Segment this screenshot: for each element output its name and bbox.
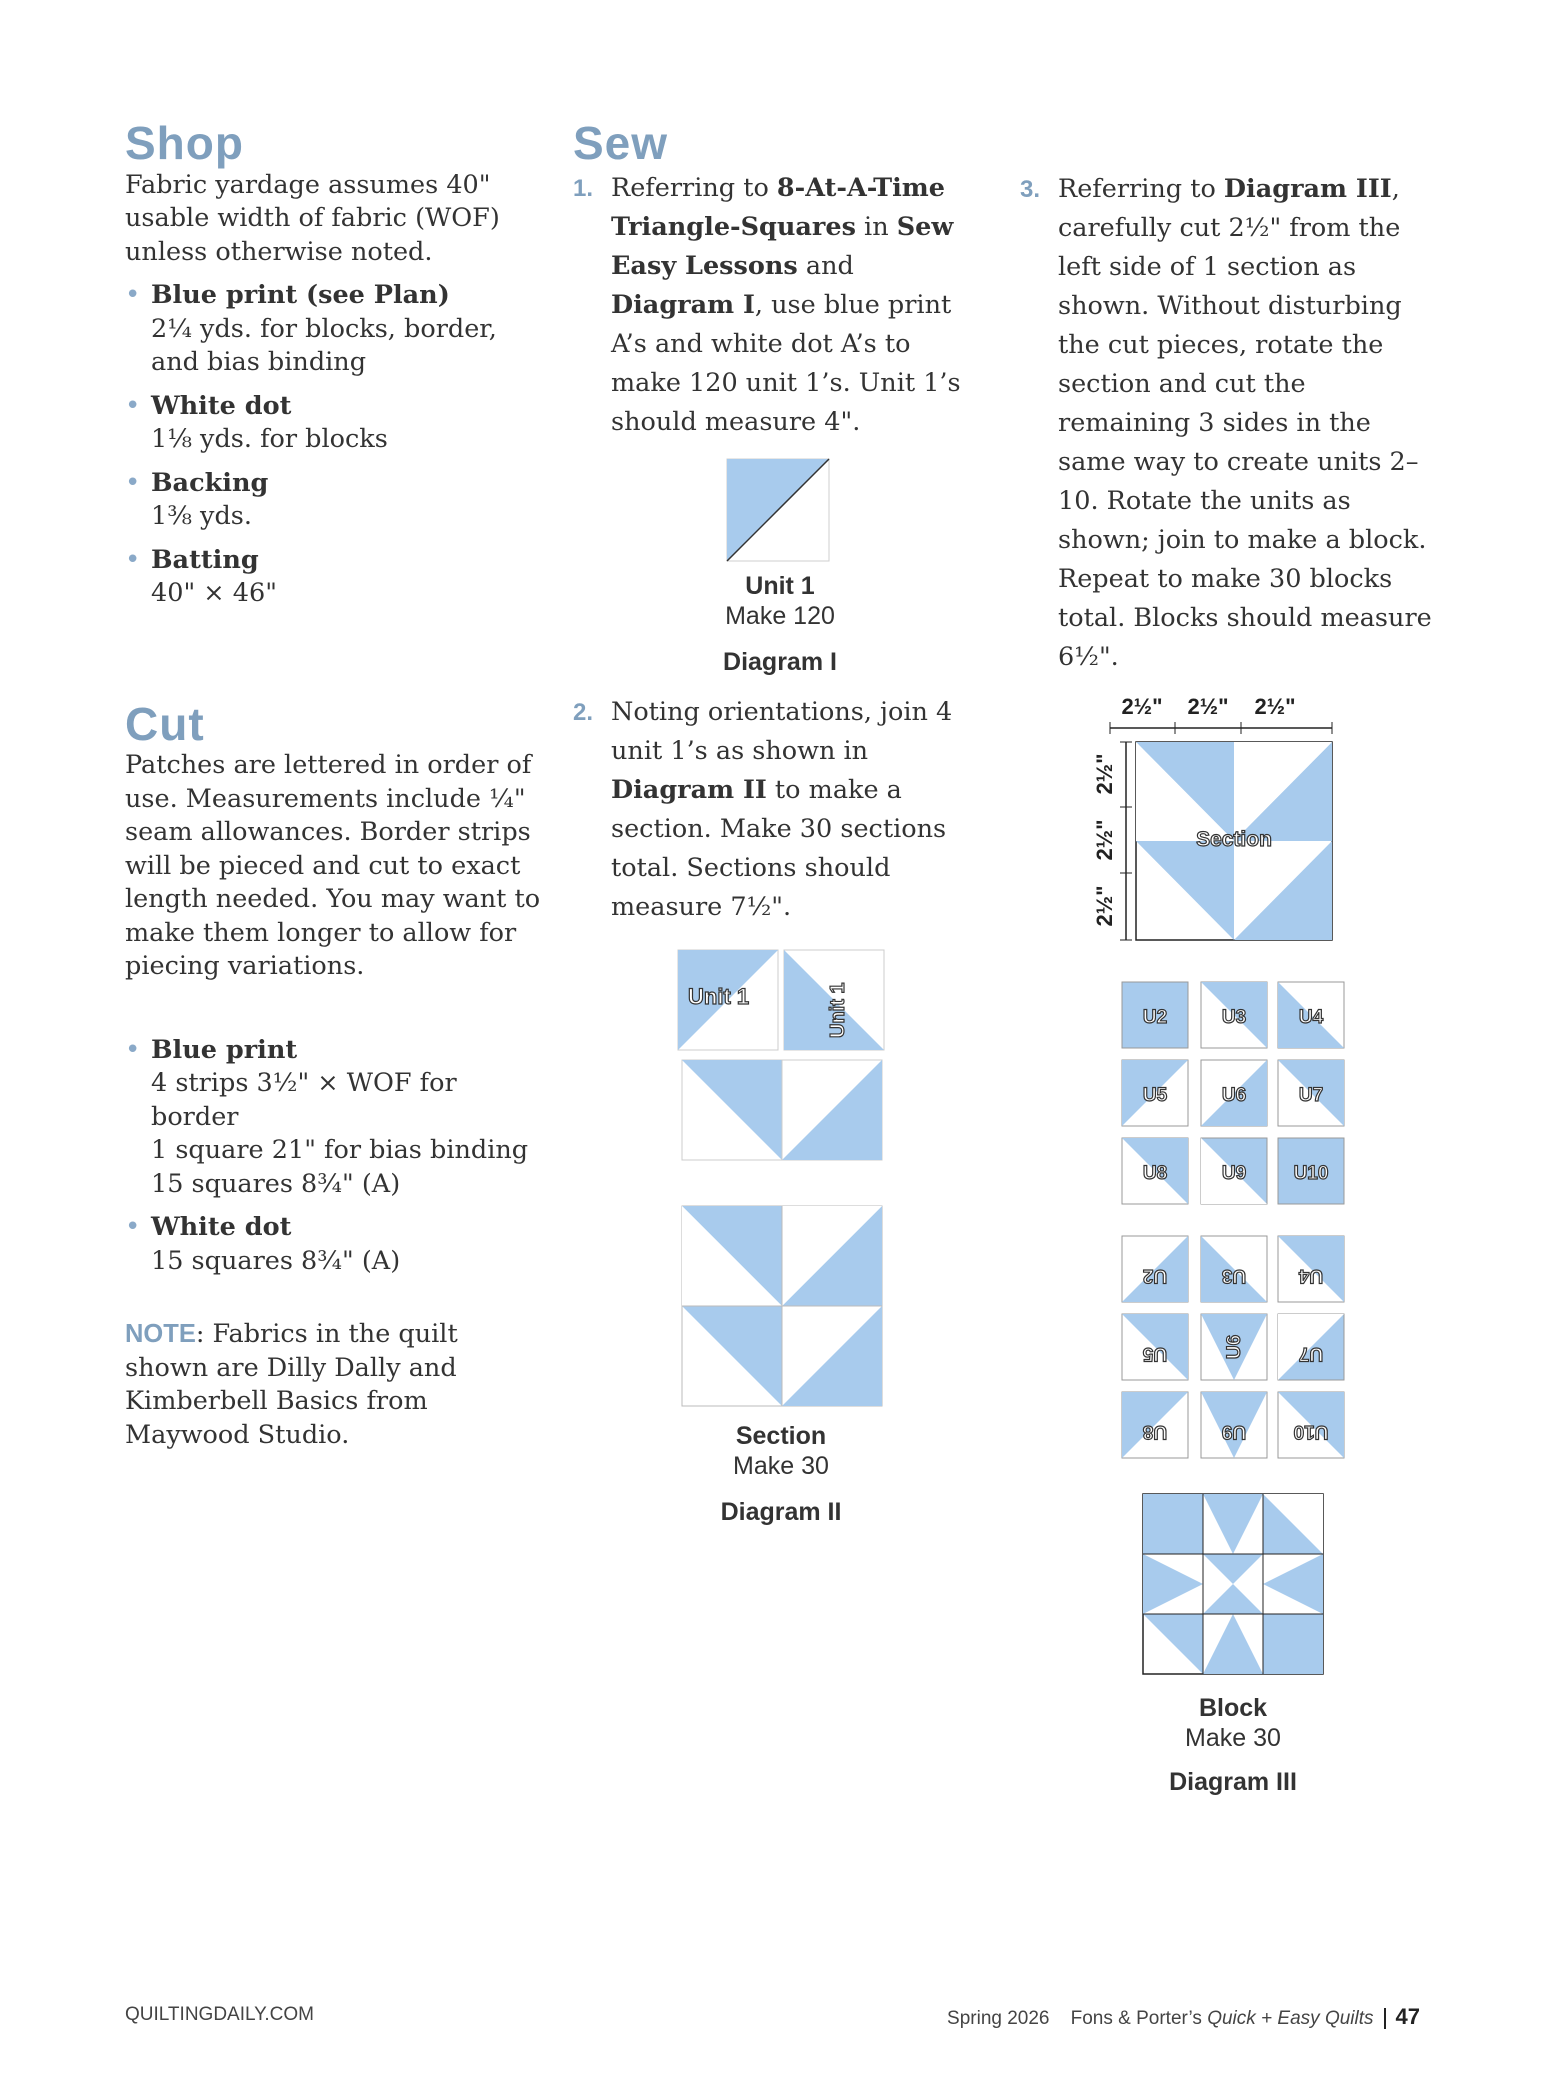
unit-label: U3 (1221, 1007, 1247, 1028)
dim-label: 2½" (1254, 694, 1296, 719)
diagram-1-unit (726, 458, 830, 562)
list-item: • White dot 1⅛ yds. for blocks (125, 390, 545, 457)
unit-label: U2 (1142, 1007, 1168, 1028)
step-1: 1. Referring to 8-At-A-Time Triangle-Squares in Sew Easy Lessons and Diagram I, use blue print A’s and white dot A’s to make 120 unit 1’s. Unit 1’s should measure 4". (573, 172, 961, 437)
finished-block (1143, 1494, 1323, 1674)
unit-label: U7 (1298, 1343, 1324, 1364)
right-column (1020, 170, 1440, 677)
dim-label: 2½" (1121, 694, 1163, 719)
tile-label: Unit 1 (827, 982, 849, 1038)
unit-label: U3 (1221, 1265, 1247, 1286)
unit-label: U9 (1221, 1421, 1247, 1442)
list-item: • Blue print 4 strips 3½" × WOF for border 1 square 21" for bias binding 15 squares 8¾" (A) (125, 1034, 545, 1202)
shop-heading: Shop (125, 117, 244, 169)
dim-label: 2½" (1092, 819, 1117, 861)
unit-label: U8 (1142, 1421, 1168, 1442)
unit-label: U10 (1293, 1163, 1329, 1184)
diagram-2-caption: Section Make 30 (733, 1422, 829, 1480)
dim-label: 2½" (1092, 753, 1117, 795)
step-3: 3. Referring to Diagram III, carefully cut 2½" from the left side of 1 section as shown. Without disturbing the cut pieces, rotate the section and cut the remaining 3 sides in the same way to create units 2–10. Rotate the units as shown; join to make a block. Repeat to make 30 blocks total. Blocks should measure 6½". (1020, 174, 1432, 672)
unit-label: U10 (1293, 1421, 1329, 1442)
diagram-2-title: Diagram II (720, 1498, 842, 1526)
diagram-2 (674, 946, 888, 1416)
step-2-block (573, 693, 983, 927)
unit-label: U4 (1298, 1007, 1324, 1028)
section-square (682, 1206, 882, 1406)
diagram-3-title: Diagram III (1169, 1768, 1297, 1796)
shop-list (125, 279, 545, 611)
diagram-3-caption: Block Make 30 (1185, 1694, 1281, 1752)
unit-label: U9 (1221, 1163, 1247, 1184)
list-item: • Blue print (see Plan) 2¼ yds. for blocks, border, and bias binding (125, 279, 545, 380)
joined-pair (682, 1060, 882, 1160)
note: NOTE: Fabrics in the quilt shown are Dilly Dally and Kimberbell Basics from Maywood Studio. (125, 1319, 458, 1450)
dim-label: 2½" (1092, 885, 1117, 927)
unit-label: U2 (1142, 1265, 1168, 1286)
diagram-3 (1080, 692, 1360, 1692)
dim-label: 2½" (1187, 694, 1229, 719)
step-list (573, 169, 983, 442)
unit-label: U4 (1298, 1265, 1324, 1286)
tile-label: Unit 1 (688, 984, 750, 1009)
list-item: • White dot 15 squares 8¾" (A) (125, 1211, 545, 1278)
shop-intro: Fabric yardage assumes 40" usable width of fabric (WOF) unless otherwise noted. (125, 169, 500, 267)
diagram-1-title: Diagram I (723, 648, 837, 676)
unit-label: U6 (1224, 1334, 1245, 1360)
list-item: • Backing 1⅜ yds. (125, 467, 545, 534)
footer-issue: Spring 2026 Fons & Porter’s Quick + Easy Quilts 47 (947, 2004, 1420, 2029)
note-label: NOTE (125, 1320, 196, 1349)
step-2: 2. Noting orientations, join 4 unit 1’s as shown in Diagram II to make a section. Make 30 sections total. Sections should measure 7½". (573, 697, 953, 922)
unit-label: U6 (1221, 1085, 1247, 1106)
left-column (125, 118, 545, 1452)
list-item: • Batting 40" × 46" (125, 544, 545, 611)
section-text: Section (1196, 828, 1272, 851)
middle-column (573, 118, 983, 442)
cut-heading: Cut (125, 697, 205, 750)
unit-label: U7 (1298, 1085, 1324, 1106)
unit-label: U5 (1142, 1343, 1168, 1364)
cut-intro: Patches are lettered in order of use. Measurements include ¼" seam allowances. Border strips will be pieced and cut to exact length needed. You may want to make them longer to allow for piecing variations. (125, 750, 541, 982)
sew-heading: Sew (573, 117, 669, 169)
cut-list (125, 1034, 545, 1279)
diagram-1-caption: Unit 1 Make 120 (725, 572, 835, 630)
footer-site[interactable]: QUILTINGDAILY.COM (125, 2004, 314, 2025)
unit-label: U8 (1142, 1163, 1168, 1184)
page-number: 47 (1395, 2004, 1420, 2029)
unit-label: U5 (1142, 1085, 1168, 1106)
